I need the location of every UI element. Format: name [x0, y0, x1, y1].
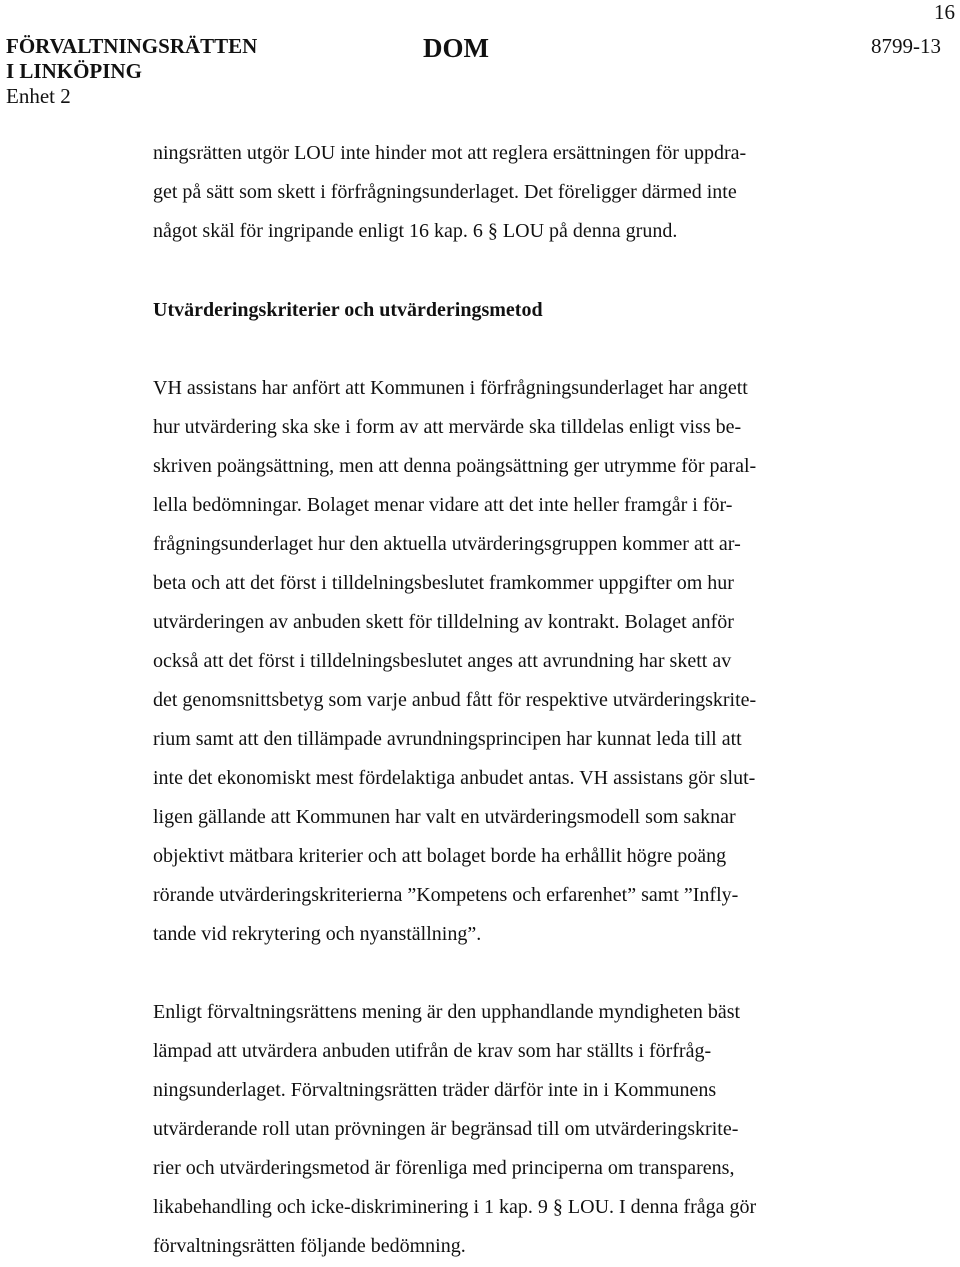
text-line: objektivt mätbara kriterier och att bolaget borde ha erhållit högre poäng — [153, 845, 727, 867]
text-line: lämpad att utvärdera anbuden utifrån de krav som har ställts i förfråg- — [153, 1040, 712, 1062]
text-line: utvärderingen av anbuden skett för tilldelning av kontrakt. Bolaget anför — [153, 611, 734, 633]
text-line: VH assistans har anfört att Kommunen i förfrågningsunderlaget har angett — [153, 377, 748, 399]
text-line: get på sätt som skett i förfrågningsunderlaget. Det föreligger därmed inte — [153, 181, 737, 203]
text-line: tande vid rekrytering och nyanställning”. — [153, 923, 482, 945]
text-line: beta och att det först i tilldelningsbeslutet framkommer uppgifter om hur — [153, 572, 734, 594]
text-line: ningsrätten utgör LOU inte hinder mot att reglera ersättningen för uppdra- — [153, 142, 747, 164]
text-line: rörande utvärderingskriterierna ”Kompetens och erfarenhet” samt ”Infly- — [153, 884, 739, 906]
document-body — [153, 134, 853, 1266]
text-line: frågningsunderlaget hur den aktuella utvärderingsgruppen kommer att ar- — [153, 533, 741, 555]
court-unit: Enhet 2 — [6, 84, 71, 108]
text-line: rium samt att den tillämpade avrundningsprincipen har kunnat leda till att — [153, 728, 742, 750]
paragraph-vh-assistans-claims — [153, 369, 853, 954]
court-name-line2: I LINKÖPING — [6, 59, 142, 83]
paragraph-court-assessment — [153, 993, 853, 1266]
page-number: 16 — [934, 0, 955, 24]
court-header — [6, 34, 257, 109]
text-line: Enligt förvaltningsrättens mening är den upphandlande myndigheten bäst — [153, 1001, 741, 1023]
text-line: rier och utvärderingsmetod är förenliga med principerna om transparens, — [153, 1157, 735, 1179]
text-line: det genomsnittsbetyg som varje anbud fått för respektive utvärderingskrite- — [153, 689, 757, 711]
text-line: inte det ekonomiskt mest fördelaktiga anbudet antas. VH assistans gör slut- — [153, 767, 756, 789]
document-type: DOM — [423, 33, 489, 63]
case-number: 8799-13 — [871, 34, 941, 58]
court-name-line1: FÖRVALTNINGSRÄTTEN — [6, 34, 258, 58]
text-line: också att det först i tilldelningsbeslutet anges att avrundning har skett av — [153, 650, 732, 672]
text-line: lella bedömningar. Bolaget menar vidare att det inte heller framgår i för- — [153, 494, 733, 516]
text-line: ligen gällande att Kommunen har valt en utvärderingsmodell som saknar — [153, 806, 736, 828]
text-line: utvärderande roll utan prövningen är begränsad till om utvärderingskrite- — [153, 1118, 739, 1140]
text-line: likabehandling och icke-diskriminering i 1 kap. 9 § LOU. I denna fråga gör — [153, 1196, 757, 1218]
text-line: förvaltningsrätten följande bedömning. — [153, 1235, 466, 1257]
text-line: ningsunderlaget. Förvaltningsrätten träder därför inte in i Kommunens — [153, 1079, 717, 1101]
intro-paragraph — [153, 134, 853, 251]
text-line: skriven poängsättning, men att denna poängsättning ger utrymme för paral- — [153, 455, 757, 477]
text-line: något skäl för ingripande enligt 16 kap. 6 § LOU på denna grund. — [153, 220, 678, 242]
section-heading: Utvärderingskriterier och utvärderingsmetod — [153, 299, 543, 321]
text-line: hur utvärdering ska ske i form av att mervärde ska tilldelas enligt viss be- — [153, 416, 742, 438]
